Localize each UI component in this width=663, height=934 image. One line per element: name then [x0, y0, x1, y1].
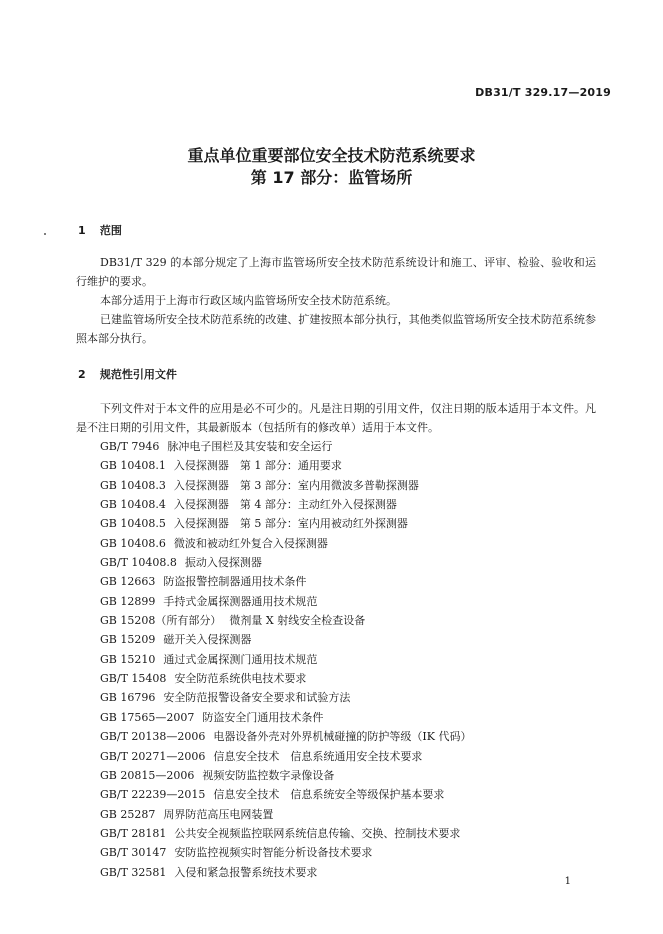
reference-item: [100, 747, 600, 766]
scan-speck: [44, 233, 46, 235]
reference-code: GB 10408.1: [100, 459, 166, 473]
reference-item: [100, 514, 600, 533]
reference-list: [100, 437, 600, 882]
reference-code: GB 10408.4: [100, 498, 166, 512]
reference-title: 微波和被动红外复合入侵探测器: [173, 536, 328, 550]
reference-code: GB 25287: [100, 807, 156, 821]
reference-item: [100, 843, 600, 862]
reference-item: [100, 437, 600, 456]
reference-item: [100, 727, 600, 746]
reference-code: GB 15208（所有部分）: [100, 614, 222, 628]
reference-item: [100, 476, 600, 495]
reference-title: 微剂量 X 射线安全检查设备: [229, 614, 366, 628]
reference-item: [100, 572, 600, 591]
reference-item: [100, 863, 600, 882]
reference-code: GB 16796: [100, 691, 156, 705]
reference-item: [100, 785, 600, 804]
reference-code: GB/T 10408.8: [100, 556, 177, 570]
reference-title: 通过式金属探测门通用技术规范: [163, 652, 318, 666]
reference-item: [100, 592, 600, 611]
reference-code: GB 12899: [100, 594, 156, 608]
reference-code: GB/T 20138—2006: [100, 730, 206, 744]
reference-title: 电器设备外壳对外界机械碰撞的防护等级（IK 代码）: [213, 730, 472, 744]
reference-item: [100, 630, 600, 649]
document-title: 重点单位重要部位安全技术防范系统要求: [187, 146, 476, 165]
reference-title: 入侵探测器 第 1 部分：通用要求: [173, 459, 342, 473]
reference-code: GB/T 30147: [100, 846, 167, 860]
section-number: 1: [78, 224, 86, 237]
reference-item: [100, 669, 600, 688]
reference-title: 周界防范高压电网装置: [163, 807, 274, 821]
reference-code: GB/T 20271—2006: [100, 749, 206, 763]
reference-title: 安全防范系统供电技术要求: [174, 672, 307, 686]
standard-code: DB31/T 329.17—2019: [475, 86, 611, 99]
paragraph: 本部分适用于上海市行政区域内监管场所安全技术防范系统。: [100, 294, 397, 307]
reference-title: 入侵和紧急报警系统技术要求: [174, 865, 318, 879]
paragraph: DB31/T 329 的本部分规定了上海市监管场所安全技术防范系统设计和施工、评审、检验、验收和运行维护的要求。: [76, 256, 596, 288]
reference-code: GB 20815—2006: [100, 768, 195, 782]
reference-title: 安全防范报警设备安全要求和试验方法: [163, 691, 351, 705]
section-1-heading: [78, 222, 122, 238]
reference-title: 手持式金属探测器通用技术规范: [163, 594, 318, 608]
reference-title: 防盗安全门通用技术条件: [202, 710, 324, 724]
page-number: 1: [564, 876, 571, 887]
reference-item: [100, 534, 600, 553]
section-title: 规范性引用文件: [99, 368, 177, 381]
reference-code: GB/T 22239—2015: [100, 788, 206, 802]
reference-item: [100, 611, 600, 630]
reference-title: 入侵探测器 第 3 部分：室内用微波多普勒探测器: [173, 478, 419, 492]
reference-code: GB/T 15408: [100, 672, 167, 686]
section-2-heading: [78, 366, 177, 382]
reference-code: GB/T 28181: [100, 826, 167, 840]
reference-title: 入侵探测器 第 4 部分：主动红外入侵探测器: [173, 498, 397, 512]
reference-title: 视频安防监控数字录像设备: [202, 768, 335, 782]
reference-title: 安防监控视频实时智能分析设备技术要求: [174, 846, 373, 860]
reference-title: 脉冲电子围栏及其安装和安全运行: [167, 440, 333, 453]
reference-title: 公共安全视频监控联网系统信息传输、交换、控制技术要求: [174, 826, 461, 840]
reference-item: [100, 805, 600, 824]
reference-title: 信息安全技术 信息系统通用安全技术要求: [213, 749, 423, 763]
section-number: 2: [78, 368, 86, 381]
reference-code: GB 12663: [100, 575, 156, 589]
reference-title: 振动入侵探测器: [184, 556, 262, 570]
reference-code: GB/T 32581: [100, 865, 167, 879]
reference-item: [100, 708, 600, 727]
reference-title: 入侵探测器 第 5 部分：室内用被动红外探测器: [173, 517, 408, 531]
reference-item: [100, 650, 600, 669]
reference-title: 磁开关入侵探测器: [163, 633, 252, 647]
reference-code: GB 10408.3: [100, 478, 166, 492]
reference-item: [100, 766, 600, 785]
reference-title: 防盗报警控制器通用技术条件: [163, 575, 307, 589]
reference-code: GB/T 7946: [100, 440, 160, 453]
reference-code: GB 17565—2007: [100, 710, 195, 724]
reference-code: GB 15210: [100, 652, 156, 666]
reference-code: GB 10408.6: [100, 536, 166, 550]
paragraph: 下列文件对于本文件的应用是必不可少的。凡是注日期的引用文件，仅注日期的版本适用于本文件。凡是不注日期的引用文件，其最新版本（包括所有的修改单）适用于本文件。: [76, 402, 596, 434]
section-title: 范围: [99, 224, 122, 237]
reference-item: [100, 456, 600, 475]
reference-item: [100, 495, 600, 514]
document-subtitle: 第 17 部分：监管场所: [250, 168, 413, 187]
reference-code: GB 10408.5: [100, 517, 166, 531]
reference-item: [100, 553, 600, 572]
reference-title: 信息安全技术 信息系统安全等级保护基本要求: [213, 788, 445, 802]
paragraph: 已建监管场所安全技术防范系统的改建、扩建按照本部分执行，其他类似监管场所安全技术防范系统参照本部分执行。: [76, 313, 596, 345]
reference-item: [100, 824, 600, 843]
reference-code: GB 15209: [100, 633, 156, 647]
reference-item: [100, 688, 600, 707]
